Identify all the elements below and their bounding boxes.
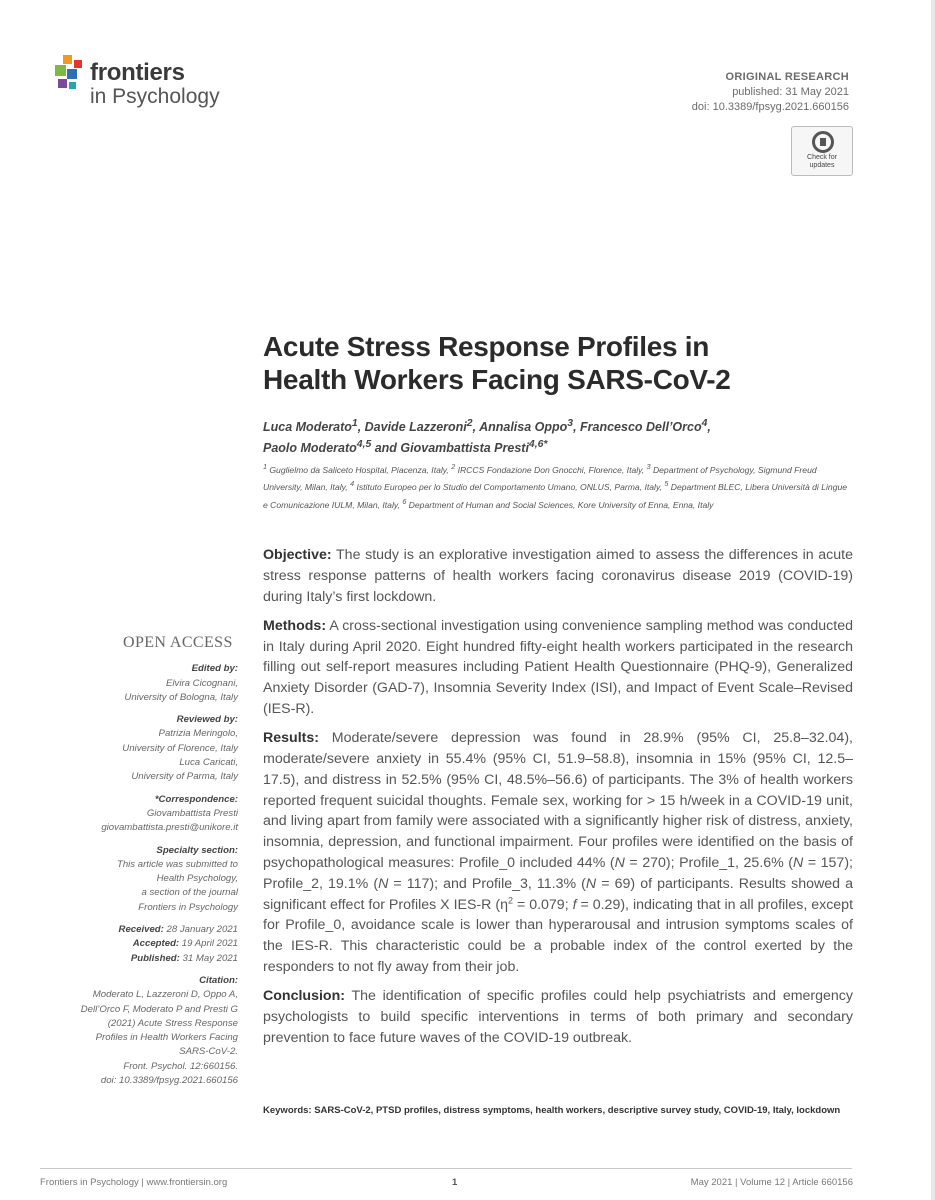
abstract-objective: Objective: The study is an explorative investigation aimed to assess the differences in acute stress response patterns of health workers facing coronavirus disease 2019 (COVID-19) during Italy’s first lockdown.	[263, 547, 853, 605]
publication-date: published: 31 May 2021	[732, 86, 849, 98]
author-name[interactable]: Francesco Dell’Orco	[580, 420, 702, 435]
correspondence: *Correspondence: Giovambattista Presti giovambattista.presti@unikore.it	[40, 793, 238, 836]
correspondence-email-link[interactable]: giovambattista.presti@unikore.it	[101, 822, 238, 834]
author-name[interactable]: Luca Moderato	[263, 420, 352, 435]
abstract	[263, 545, 853, 1057]
author-name[interactable]: Davide Lazzeroni	[364, 420, 467, 435]
check-for-updates-icon	[812, 131, 834, 153]
abstract-results: Results: Moderate/severe depression was found in 28.9% (95% CI, 25.8–32.04), moderate/severe anxiety in 55.4% (95% CI, 51.9–58.8), insomnia in 15% (95% CI, 12.5–17.5), and distress in 52.5% (95% CI, 48.5%–56.6) of participants. The 3% of health workers reported frequent suicidal thoughts. Female sex, working for > 15 h/week in a COVID-19 unit, and living apart from family were associated with a significantly higher risk of distress, anxiety, insomnia, depression, and functional impairment. Four profiles were identified on the basis of psychopathological measures: Profile_0 included 44% (N = 270); Profile_1, 25.6% (N = 157); Profile_2, 19.1% (N = 117); and Profile_3, 11.3% (N = 69) of participants. Results showed a significant effect for Profiles X IES-R ($\eta^2 = 0.079$; f = 0.29), indicating that in all profiles, except for Profile_0, avoidance scale is lower than hyperarousal and intrusion symptoms scales of the IES-R. This characteristic could be a probable index of the control exerted by the responders to not fly away from their job.	[263, 730, 854, 975]
page-edge-shadow	[931, 0, 935, 1200]
check-for-updates-badge[interactable]: Check for updates	[791, 126, 853, 176]
footer-journal[interactable]: Frontiers in Psychology | www.frontiersin.org	[40, 1177, 228, 1188]
article-doi[interactable]: doi: 10.3389/fpsyg.2021.660156	[691, 101, 849, 113]
citation: Citation: Moderato L, Lazzeroni D, Oppo A, Dell’Orco F, Moderato P and Presti G (2021) Acute Stress Response Profiles in Health Workers Facing SARS-CoV-2. Front. Psychol. 12:660156. doi: 10.3389/fpsyg.2021.660156	[40, 974, 238, 1088]
footer-issue: May 2021 | Volume 12 | Article 660156	[690, 1177, 853, 1188]
logo-word-psychology: in Psychology	[90, 85, 220, 108]
keywords: Keywords: SARS-CoV-2, PTSD profiles, distress symptoms, health workers, descriptive survey study, COVID-19, Italy, lockdown	[263, 1105, 841, 1116]
abstract-methods: Methods: A cross-sectional investigation using convenience sampling method was conducted in Italy during April 2020. Eight hundred fifty-eight health workers participated in the research filling out self-report measures including Patient Health Questionnaire (PHQ-9), Generalized Anxiety Disorder (GAD-7), Insomnia Severity Index (ISI), and Impact of Event Scale–Revised (IES-R).	[263, 617, 853, 717]
page-number: 1	[452, 1177, 458, 1188]
abstract-conclusion: Conclusion: The identification of specific profiles could help psychiatrists and emergency psychologists to build specific interventions in terms of both primary and secondary prevention to face future waves of the COVID-19 outbreak.	[263, 988, 853, 1046]
reviewed-by: Reviewed by: Patrizia Meringolo, University of Florence, Italy Luca Caricati, University of Parma, Italy	[122, 714, 238, 783]
edited-by: Edited by: Elvira Cicognani, University of Bologna, Italy	[124, 663, 238, 703]
article-sidebar	[40, 636, 238, 1096]
affiliations: $^1$ Guglielmo da Saliceto Hospital, Piacenza, Italy, $^2$ IRCCS Fondazione Don Gnocchi, Florence, Italy, $^3$ Department of Psychology, Sigmund Freud University, Milan, Italy, $^4$ Istituto Europeo per lo Studio del Comportamento Umano, ONLUS, Parma, Italy, $^5$ Department BLEC, Libera Università di Lingue e Comunicazione IULM, Milan, Italy, $^6$ Department of Human and Social Sciences, Kore University of Enna, Enna, Italy	[263, 463, 848, 510]
author-name[interactable]: Giovambattista Presti	[400, 441, 529, 456]
author-name[interactable]: Annalisa Oppo	[479, 420, 568, 435]
author-list: Luca Moderato$^1$, Davide Lazzeroni$^2$, Annalisa Oppo$^3$, Francesco Dell’Orco$^4$, Paolo Moderato$^{4,5}$ and Giovambattista Presti$^{4,6*}$	[263, 418, 711, 456]
title-line-2: Health Workers Facing SARS-CoV-2	[263, 364, 731, 395]
citation-doi-link[interactable]: doi: 10.3389/fpsyg.2021.660156	[100, 1075, 238, 1087]
open-access-label: OPEN ACCESS	[123, 634, 233, 651]
frontiers-logo-icon	[55, 55, 87, 95]
journal-logo	[55, 55, 255, 115]
title-line-1: Acute Stress Response Profiles in	[263, 331, 710, 362]
article-title	[263, 330, 863, 396]
article-type: ORIGINAL RESEARCH	[725, 71, 849, 83]
specialty-section: Specialty section: This article was submitted to Health Psychology, a section of the journal Frontiers in Psychology	[116, 844, 238, 913]
article-dates: Received: 28 January 2021 Accepted: 19 April 2021 Published: 31 May 2021	[118, 924, 238, 964]
author-name[interactable]: Paolo Moderato	[263, 441, 357, 456]
logo-word-frontiers: frontiers	[90, 59, 185, 86]
footer-divider	[40, 1168, 852, 1169]
